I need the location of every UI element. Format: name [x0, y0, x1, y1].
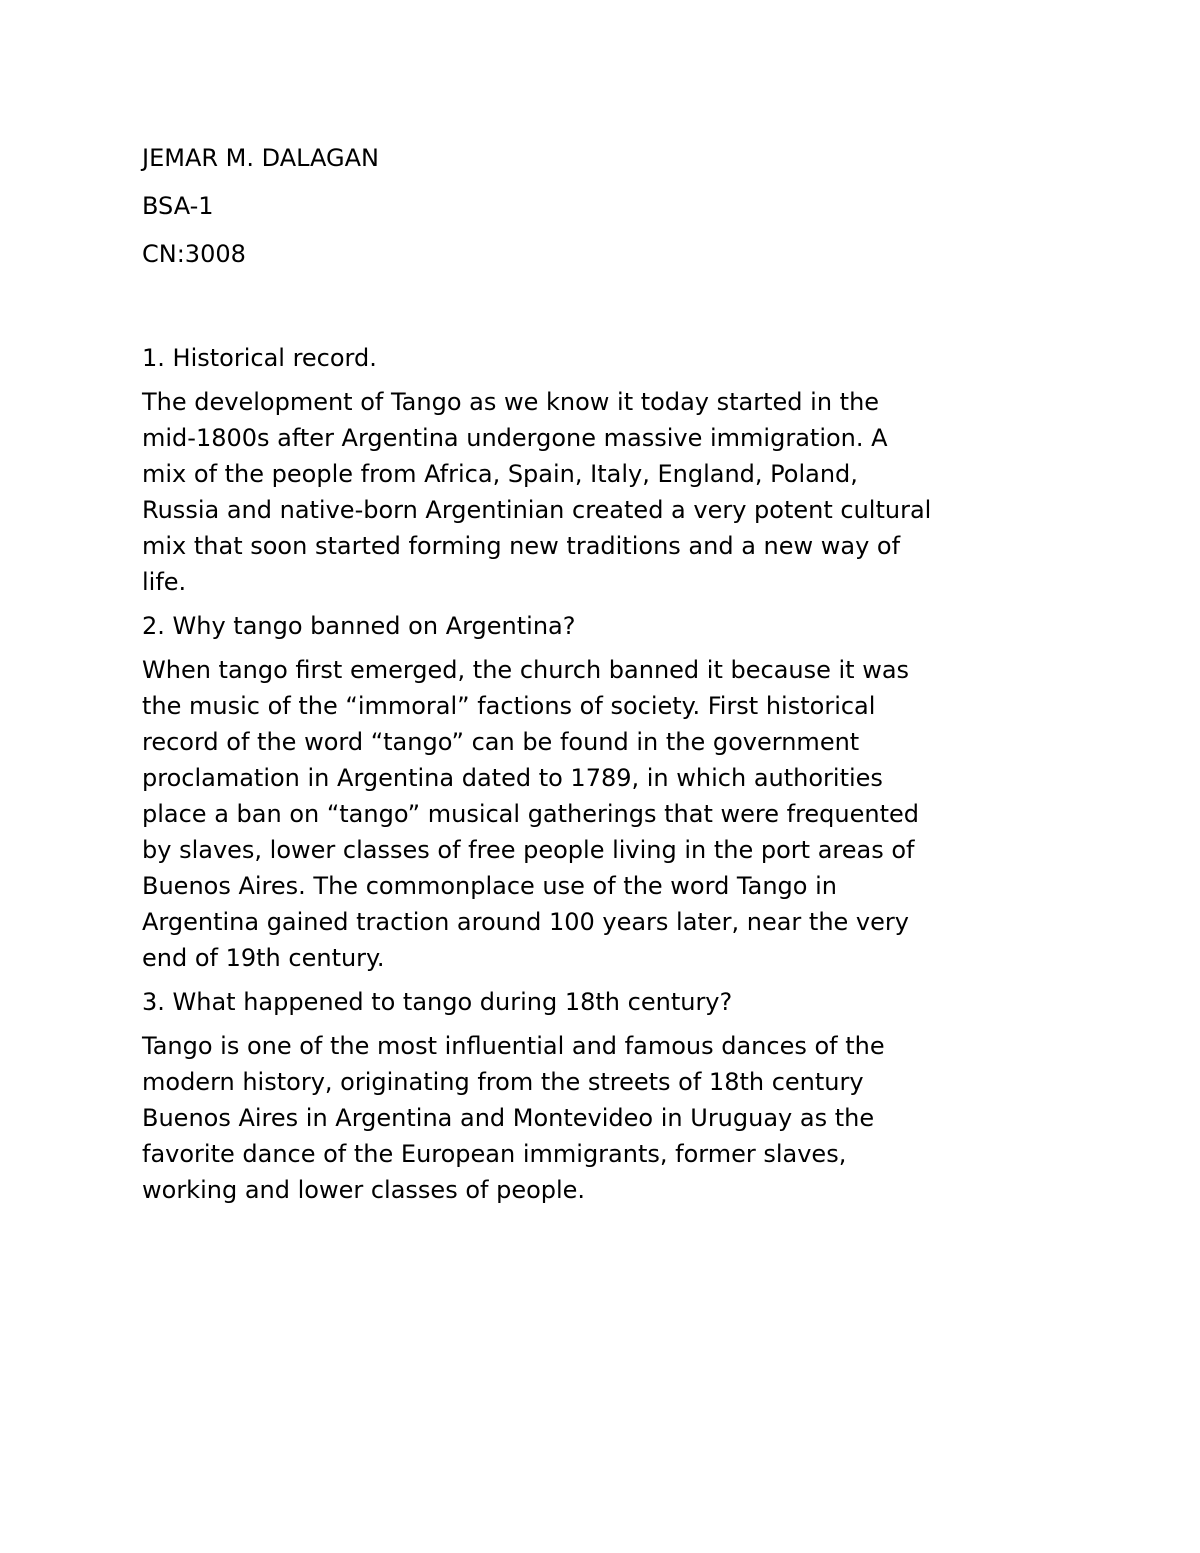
- answer-line: working and lower classes of people.: [142, 1176, 586, 1204]
- answer-line: by slaves, lower classes of free people living in the port areas of: [142, 836, 915, 864]
- answer-paragraph: [142, 652, 1062, 976]
- student-section: BSA-1: [142, 192, 214, 220]
- class-number: CN:3008: [142, 240, 246, 268]
- question-block-1: [142, 340, 1062, 600]
- answer-line: proclamation in Argentina dated to 1789, in which authorities: [142, 764, 883, 792]
- question-title: 2. Why tango banned on Argentina?: [142, 612, 576, 640]
- document-page: [142, 140, 1062, 1216]
- question-block-2: [142, 608, 1062, 976]
- question-title: 3. What happened to tango during 18th century?: [142, 988, 733, 1016]
- question-block-3: [142, 984, 1062, 1208]
- answer-line: Tango is one of the most influential and famous dances of the: [142, 1032, 885, 1060]
- answer-line: mix that soon started forming new traditions and a new way of: [142, 532, 901, 560]
- answer-line: end of 19th century.: [142, 944, 385, 972]
- answer-line: modern history, originating from the streets of 18th century: [142, 1068, 864, 1096]
- answer-line: record of the word “tango” can be found in the government: [142, 728, 860, 756]
- spacer: [142, 284, 1062, 332]
- student-name: JEMAR M. DALAGAN: [142, 144, 379, 172]
- answer-line: Buenos Aires in Argentina and Montevideo in Uruguay as the: [142, 1104, 875, 1132]
- answer-line: Russia and native-born Argentinian created a very potent cultural: [142, 496, 932, 524]
- answer-line: Buenos Aires. The commonplace use of the word Tango in: [142, 872, 837, 900]
- question-title: 1. Historical record.: [142, 344, 377, 372]
- answer-paragraph: [142, 1028, 1062, 1208]
- answer-line: place a ban on “tango” musical gatherings that were frequented: [142, 800, 920, 828]
- answer-line: Argentina gained traction around 100 years later, near the very: [142, 908, 909, 936]
- answer-line: mix of the people from Africa, Spain, Italy, England, Poland,: [142, 460, 858, 488]
- answer-line: mid-1800s after Argentina undergone massive immigration. A: [142, 424, 888, 452]
- answer-paragraph: [142, 384, 1062, 600]
- answer-line: the music of the “immoral” factions of society. First historical: [142, 692, 876, 720]
- answer-line: The development of Tango as we know it today started in the: [142, 388, 880, 416]
- answer-line: life.: [142, 568, 187, 596]
- answer-line: favorite dance of the European immigrants, former slaves,: [142, 1140, 847, 1168]
- answer-line: When tango first emerged, the church banned it because it was: [142, 656, 910, 684]
